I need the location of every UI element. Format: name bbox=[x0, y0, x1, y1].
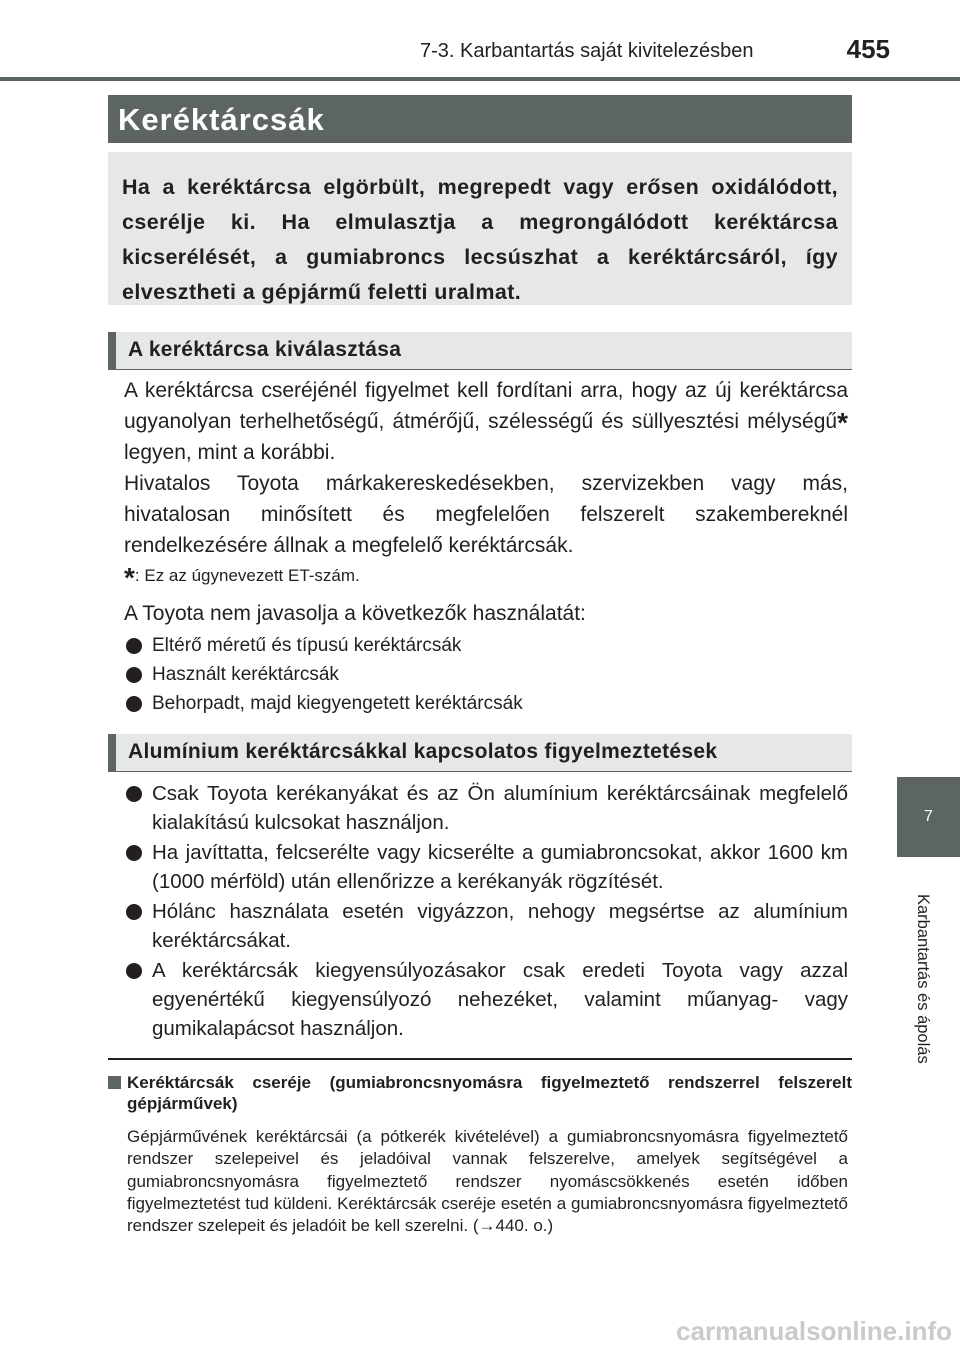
chapter-tab bbox=[897, 777, 960, 857]
note-heading-text: Keréktárcsák cseréje (gumiabroncsnyomásra figyelmeztető rendszerrel felszerelt gépjárművek) bbox=[127, 1073, 852, 1113]
watermark: carmanualsonline.info bbox=[676, 1316, 952, 1346]
list-item-text: Használt keréktárcsák bbox=[152, 664, 339, 685]
note-heading bbox=[108, 1072, 852, 1114]
page-number: 455 bbox=[846, 34, 890, 64]
list-item bbox=[124, 779, 848, 837]
list-item-text: Eltérő méretű és típusú keréktárcsák bbox=[152, 635, 462, 656]
chapter-side-label: Karbantartás és ápolás bbox=[914, 894, 932, 1064]
bullet-icon bbox=[126, 667, 142, 683]
intro-warning-text: Ha a keréktárcsa elgörbült, megrepedt vagy erősen oxidálódott, cserélje ki. Ha elmulasztja a megrongálódott keréktárcsa kicserélését, a gumiabroncs lecsúszhat a keréktárcsáról, így elvesztheti a gépjármű feletti uralmat. bbox=[122, 175, 838, 304]
list-item bbox=[124, 897, 848, 955]
bullet-icon bbox=[126, 845, 142, 861]
section-header-wheel-selection: A keréktárcsa kiválasztása bbox=[108, 332, 852, 370]
note-body: Gépjárművének keréktárcsái (a pótkerék kivételével) a gumiabroncsnyomásra figyelmeztető rendszer szelepeivel és jeladóival vannak felszerelve, amelyek segítségével a gumiabroncsnyomásra figyelmeztető rendszer nyomáscsökkenés esetén időben figyelmeztetést tud küldeni. Keréktárcsák cseréje esetén a gumiabroncsnyomásra figyelmeztető rendszer szelepeit és jeladóit be kell szerelni. (→440. o.) bbox=[127, 1127, 848, 1236]
chapter-number: 7 bbox=[924, 808, 933, 825]
bullet-icon bbox=[126, 904, 142, 920]
list-item bbox=[124, 838, 848, 896]
list-item bbox=[124, 660, 848, 689]
not-recommended-intro: A Toyota nem javasolja a következők használatát: bbox=[124, 602, 586, 625]
bullet-icon bbox=[126, 786, 142, 802]
not-recommended-list bbox=[124, 631, 848, 718]
footnote-star: * bbox=[124, 562, 135, 593]
section-header-aluminium-warnings: Alumínium keréktárcsákkal kapcsolatos figyelmeztetések bbox=[108, 734, 852, 772]
section1-paragraph-1 bbox=[124, 375, 848, 468]
section-divider bbox=[108, 1058, 852, 1060]
bullet-icon bbox=[126, 638, 142, 654]
section1-paragraph-1-tail: legyen, mint a korábbi. bbox=[124, 441, 336, 464]
bullet-icon bbox=[126, 963, 142, 979]
aluminium-warnings-list bbox=[124, 779, 848, 1044]
section1-paragraph-2: Hivatalos Toyota márkakereskedésekben, szervizekben vagy más, hivatalosan minősített és megfelelően felszerelt szakembereknél rendelkezésére állnak a megfelelő keréktárcsák. bbox=[124, 472, 848, 557]
list-item-text: Ha javíttatta, felcserélte vagy kicserélte a gumiabroncsokat, akkor 1600 km (1000 mérföld) után ellenőrizze a kerékanyák rögzítését. bbox=[152, 841, 848, 893]
header-divider bbox=[0, 77, 960, 81]
list-item-text: Csak Toyota kerékanyákat és az Ön alumínium keréktárcsáinak megfelelő kialakítású kulcsokat használjon. bbox=[152, 782, 848, 834]
intro-warning-box bbox=[108, 152, 852, 305]
list-item bbox=[124, 631, 848, 660]
page-title: Keréktárcsák bbox=[108, 95, 852, 143]
section1-paragraph-1-text: A keréktárcsa cseréjénél figyelmet kell fordítani arra, hogy az új keréktárcsa ugyanolyan terhelhetőségű, átmérőjű, szélességű és süllyesztési mélységű bbox=[124, 379, 848, 433]
footnote-marker: * bbox=[837, 407, 848, 438]
footnote-text: : Ez az úgynevezett ET-szám. bbox=[134, 566, 360, 585]
list-item-text: A keréktárcsák kiegyensúlyozásakor csak eredeti Toyota vagy azzal egyenértékű kiegyensúlyozó nehezéket, valamint műanyag- vagy gumikalapácsot használjon. bbox=[152, 959, 848, 1040]
square-bullet-icon bbox=[108, 1076, 121, 1089]
list-item bbox=[124, 689, 848, 718]
list-item bbox=[124, 956, 848, 1043]
chapter-header-title: 7-3. Karbantartás saját kivitelezésben bbox=[420, 40, 754, 62]
list-item-text: Hólánc használata esetén vigyázzon, nehogy megsértse az alumínium keréktárcsákat. bbox=[152, 900, 848, 952]
list-item-text: Behorpadt, majd kiegyengetett keréktárcsák bbox=[152, 693, 523, 714]
footnote bbox=[124, 562, 848, 594]
bullet-icon bbox=[126, 696, 142, 712]
